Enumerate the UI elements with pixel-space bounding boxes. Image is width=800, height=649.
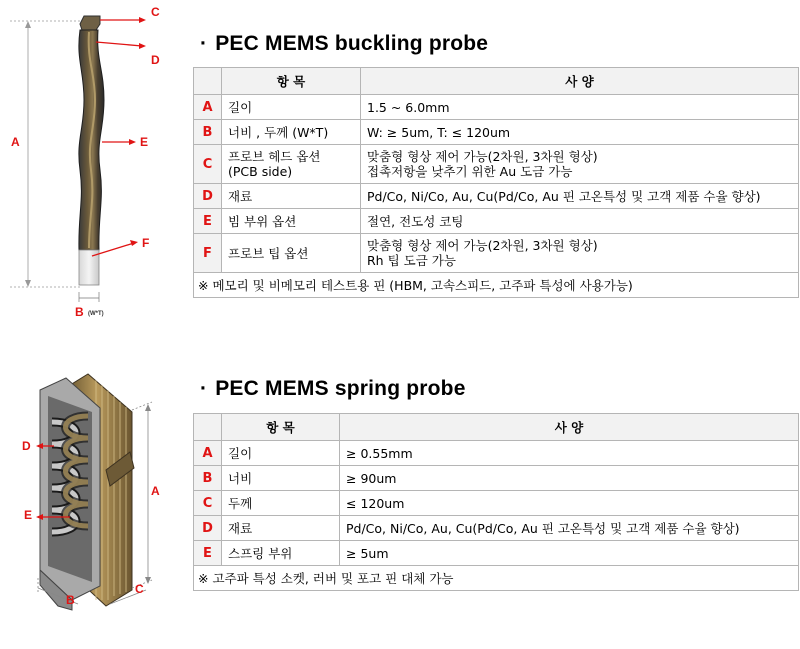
buckling-label-c: C	[151, 5, 160, 19]
row-spec: Pd/Co, Ni/Co, Au, Cu(Pd/Co, Au 핀 고온특성 및 고객 제품 수율 향상)	[340, 516, 799, 541]
row-spec: ≤ 120um	[340, 491, 799, 516]
table-note-row	[194, 566, 799, 591]
spring-label-e: E	[24, 508, 33, 522]
row-item: 너비 , 두께 (W*T)	[222, 120, 361, 145]
row-item: 프로브 팁 옵션	[222, 234, 361, 273]
buckling-label-e: E	[140, 135, 149, 149]
buckling-spec-table	[193, 67, 799, 298]
row-spec: 맞춤형 형상 제어 가능(2차원, 3차원 형상) 접촉저항을 낮추기 위한 Au 도금 가능	[361, 145, 799, 184]
row-spec: 절연, 전도성 코팅	[361, 209, 799, 234]
title-bullet: ·	[200, 377, 208, 400]
header-corner	[194, 68, 222, 95]
row-spec: ≥ 0.55mm	[340, 441, 799, 466]
header-spec: 사 양	[340, 414, 799, 441]
row-letter: D	[194, 184, 222, 209]
spring-label-a: A	[151, 484, 160, 498]
buckling-probe-diagram	[0, 0, 180, 330]
row-letter: C	[194, 145, 222, 184]
row-item: 빔 부위 옵션	[222, 209, 361, 234]
spring-probe-diagram	[0, 360, 190, 620]
table-header-row	[194, 414, 799, 441]
buckling-note: ※ 메모리 및 비메모리 테스트용 핀 (HBM, 고속스피드, 고주파 특성에 사용가능)	[194, 273, 799, 298]
buckling-label-b: B	[75, 305, 84, 319]
row-item: 너비	[222, 466, 340, 491]
row-item: 길이	[222, 95, 361, 120]
row-letter: D	[194, 516, 222, 541]
spring-label-c: C	[135, 582, 144, 596]
row-spec: 맞춤형 형상 제어 가능(2차원, 3차원 형상) Rh 팁 도금 가능	[361, 234, 799, 273]
buckling-label-f: F	[142, 236, 150, 250]
table-row	[194, 209, 799, 234]
title-bullet: ·	[200, 32, 208, 55]
row-spec: ≥ 90um	[340, 466, 799, 491]
row-spec: ≥ 5um	[340, 541, 799, 566]
row-item: 재료	[222, 184, 361, 209]
spring-label-b: B	[66, 593, 75, 607]
table-row	[194, 145, 799, 184]
table-row	[194, 441, 799, 466]
spring-title-text: PEC MEMS spring probe	[215, 377, 466, 400]
row-item: 재료	[222, 516, 340, 541]
row-letter: B	[194, 466, 222, 491]
row-letter: A	[194, 95, 222, 120]
table-row	[194, 466, 799, 491]
table-row	[194, 516, 799, 541]
row-letter: A	[194, 441, 222, 466]
spring-spec-table	[193, 413, 799, 591]
spring-note: ※ 고주파 특성 소켓, 러버 및 포고 핀 대체 가능	[194, 566, 799, 591]
header-item: 항 목	[222, 414, 340, 441]
row-letter: B	[194, 120, 222, 145]
spring-section-title	[200, 377, 466, 401]
row-spec: 1.5 ~ 6.0mm	[361, 95, 799, 120]
row-item: 길이	[222, 441, 340, 466]
table-row	[194, 234, 799, 273]
table-row	[194, 95, 799, 120]
row-letter: E	[194, 209, 222, 234]
row-item: 스프링 부위	[222, 541, 340, 566]
row-item: 두께	[222, 491, 340, 516]
table-row	[194, 491, 799, 516]
row-letter: C	[194, 491, 222, 516]
table-note-row	[194, 273, 799, 298]
buckling-label-d: D	[151, 53, 160, 67]
row-spec: Pd/Co, Ni/Co, Au, Cu(Pd/Co, Au 핀 고온특성 및 고객 제품 수율 향상)	[361, 184, 799, 209]
buckling-label-b-sub: (W*T)	[88, 311, 104, 317]
header-item: 항 목	[222, 68, 361, 95]
buckling-title-text: PEC MEMS buckling probe	[215, 32, 489, 55]
table-row	[194, 184, 799, 209]
row-spec: W: ≥ 5um, T: ≤ 120um	[361, 120, 799, 145]
buckling-section-title	[200, 32, 488, 56]
table-row	[194, 120, 799, 145]
row-letter: E	[194, 541, 222, 566]
buckling-label-a: A	[11, 135, 20, 149]
header-spec: 사 양	[361, 68, 799, 95]
spring-label-d: D	[22, 439, 31, 453]
row-letter: F	[194, 234, 222, 273]
table-header-row	[194, 68, 799, 95]
table-row	[194, 541, 799, 566]
header-corner	[194, 414, 222, 441]
row-item: 프로브 헤드 옵션 (PCB side)	[222, 145, 361, 184]
